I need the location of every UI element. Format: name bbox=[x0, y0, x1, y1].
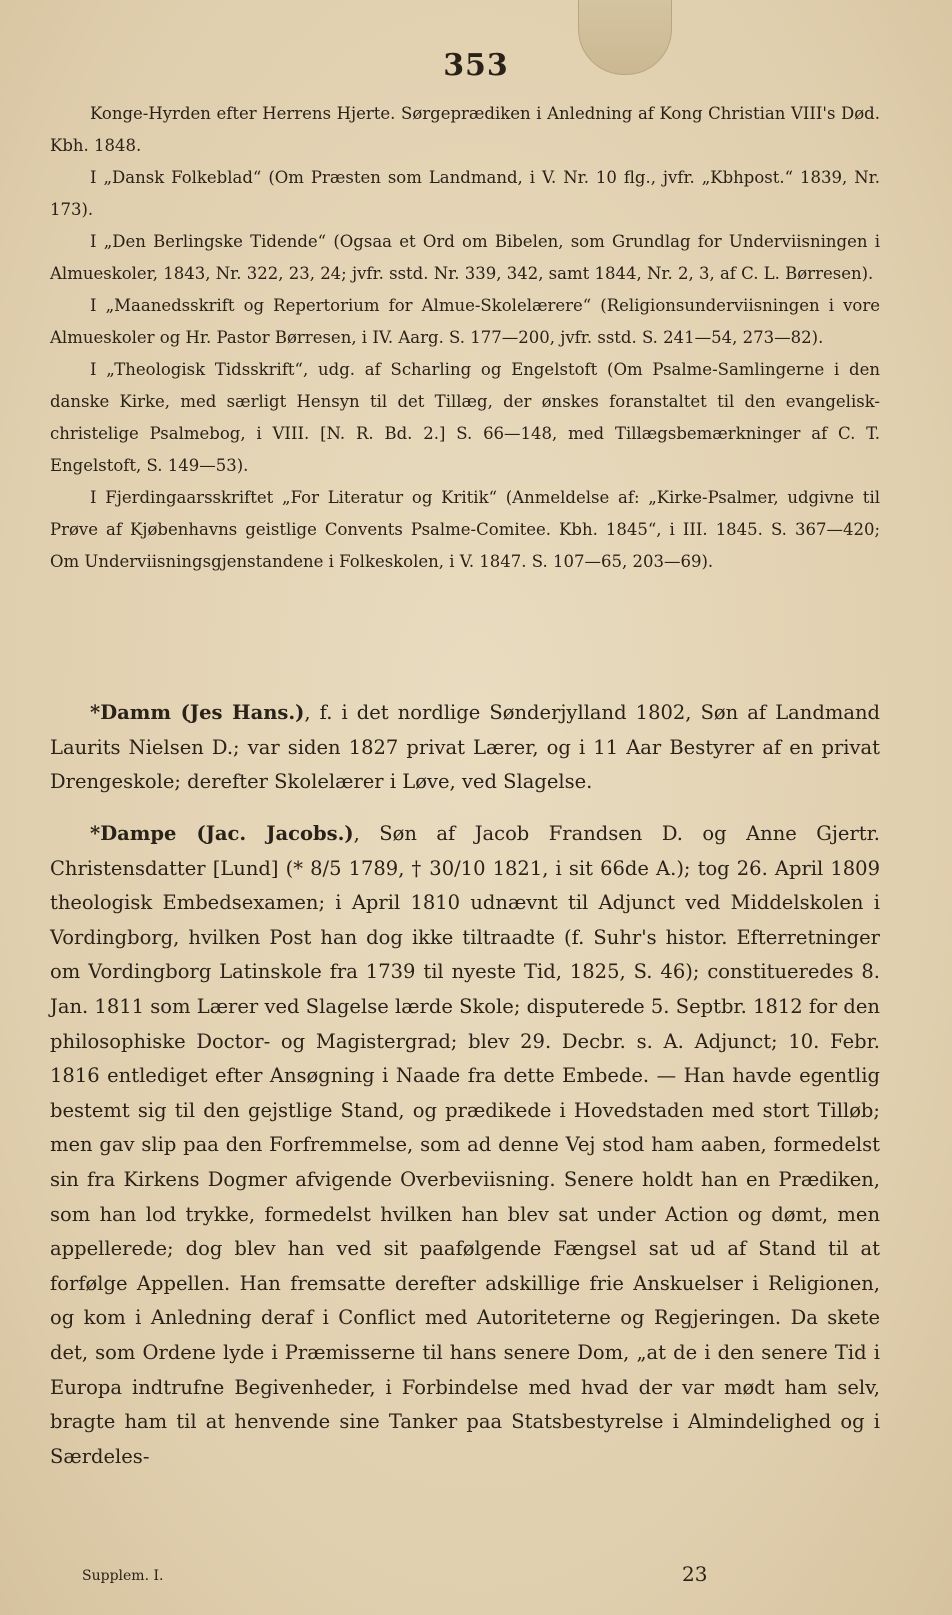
signature-number: 23 bbox=[682, 1562, 708, 1586]
bibliography-item: I „Theologisk Tidsskrift“, udg. af Scharling og Engelstoft (Om Psalme-Samlingerne i den danske Kirke, med særligt Hensyn til det Tillæg, der ønskes foranstaltet til den evangelisk-christelige Psalmebog, i VIII. [N. R. Bd. 2.] S. 66—148, med Tillægsbemærkninger af C. T. Engelstoft, S. 149—53). bbox=[50, 360, 880, 475]
bibliography-item: Konge-Hyrden efter Herrens Hjerte. Sørgeprædiken i Anledning af Kong Christian VIII's Død. Kbh. 1848. bbox=[50, 104, 880, 155]
entry-text: , f. i det nordlige Sønderjylland 1802, Søn af Landmand Laurits Nielsen D.; var siden 1827 privat Lærer, og i 11 Aar Bestyrer af en privat Drengeskole; derefter Skolelærer i Løve, ved Slagelse. bbox=[50, 701, 880, 794]
page-number: 353 bbox=[443, 48, 509, 83]
bibliography-item: I Fjerdingaarsskriftet „For Literatur og Kritik“ (Anmeldelse af: „Kirke-Psalmer, udgivne til Prøve af Kjøbenhavns geistlige Convents Psalme-Comitee. Kbh. 1845“, i III. 1845. S. 367—420; Om Underviisningsgjenstandene i Folkeskolen, i V. 1847. S. 107—65, 203—69). bbox=[50, 488, 880, 571]
entry-damm bbox=[50, 696, 880, 800]
entry-heading: *Dampe (Jac. Jacobs.) bbox=[90, 822, 354, 845]
bibliography-item: I „Den Berlingske Tidende“ (Ogsaa et Ord om Bibelen, som Grundlag for Underviisningen i Almueskoler, 1843, Nr. 322, 23, 24; jvfr. sstd. Nr. 339, 342, samt 1844, Nr. 2, 3, af C. L. Børresen). bbox=[50, 232, 880, 283]
entry-text: , Søn af Jacob Frandsen D. og Anne Gjertr. Christensdatter [Lund] (* 8/5 1789, † 30/10 1821, i sit 66de A.); tog 26. April 1809 theologisk Embedsexamen; i April 1810 udnævnt til Adjunct ved Middelskolen i Vordingborg, hvilken Post han dog ikke tiltraadte (f. Suhr's histor. Efterretninger om Vordingborg Latinskole fra 1739 til nyeste Tid, 1825, S. 46); constitueredes 8. Jan. 1811 som Lærer ved Slagelse lærde Skole; disputerede 5. Septbr. 1812 for den philosophiske Doctor- og Magistergrad; blev 29. Decbr. s. A. Adjunct; 10. Febr. 1816 entlediget efter Ansøgning i Naade fra dette Embede. — Han havde egentlig bestemt sig til den gejstlige Stand, og prædikede i Hovedstaden med stort Tilløb; men gav slip paa den Forfremmelse, som ad denne Vej stod ham aaben, formedelst sin fra Kirkens Dogmer afvigende Overbeviisning. Senere holdt han en Prædiken, som han lod trykke, formedelst hvilken han blev sat under Action og dømt, men appellerede; dog blev han ved sit paafølgende Fængsel sat ud af Stand til at forfølge Appellen. Han fremsatte derefter adskillige frie Anskuelser i Religionen, og kom i Anledning deraf i Conflict med Autoriteterne og Regjeringen. Da skete det, som Ordene lyde i Præmisserne til hans senere Dom, „at de i den senere Tid i Europa indtrufne Begivenheder, i Forbindelse med hvad der var mødt ham selv, bragte ham til at henvende sine Tanker paa Statsbestyrelse i Almindelighed og i Særdeles- bbox=[50, 822, 880, 1468]
entry-paragraph bbox=[50, 696, 880, 800]
bibliography-list bbox=[50, 98, 880, 578]
page-footer bbox=[82, 1562, 782, 1586]
entry-heading: *Damm (Jes Hans.) bbox=[90, 701, 305, 724]
bibliography-item: I „Dansk Folkeblad“ (Om Præsten som Landmand, i V. Nr. 10 flg., jvfr. „Kbhpost.“ 1839, Nr. 173). bbox=[50, 168, 880, 219]
bibliography-item: I „Maanedsskrift og Repertorium for Almue-Skolelærere“ (Religionsunderviisningen i vore Almueskoler og Hr. Pastor Børresen, i IV. Aarg. S. 177—200, jvfr. sstd. S. 241—54, 273—82). bbox=[50, 296, 880, 347]
entry-paragraph bbox=[50, 817, 880, 1474]
entry-dampe bbox=[50, 817, 880, 1474]
signature-mark: Supplem. I. bbox=[82, 1568, 164, 1584]
